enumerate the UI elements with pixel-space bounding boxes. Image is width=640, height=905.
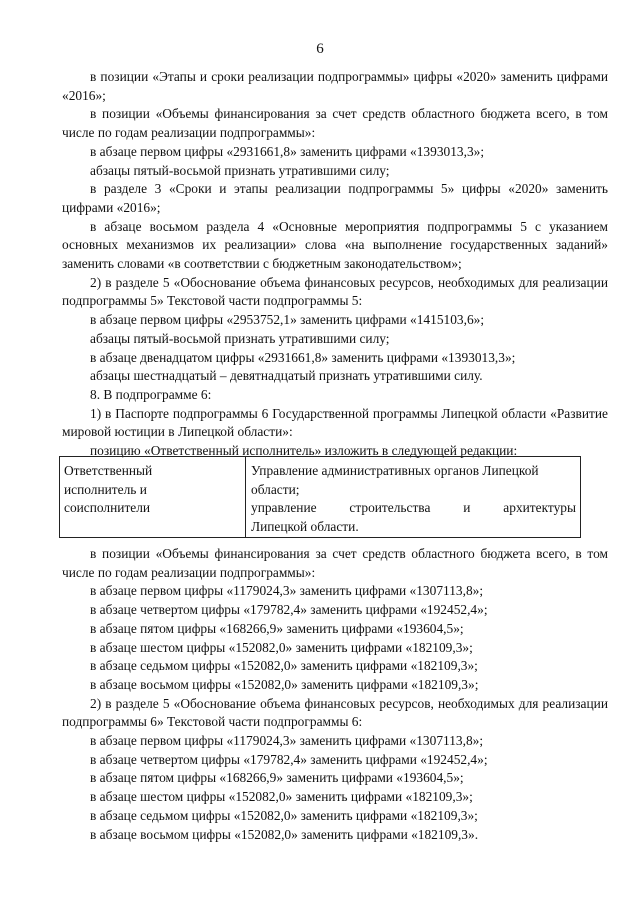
paragraph: 2) в разделе 5 «Обоснование объема финансовых ресурсов, необходимых для реализации подпрограммы 6» Текстовой части подпрограммы 6: [62,695,608,730]
paragraph: в абзаце четвертом цифры «179782,4» заменить цифрами «192452,4»; [90,751,488,767]
table-cell-value [246,457,580,537]
page-number: 6 [316,41,324,57]
table-cell-line: области; [251,481,300,497]
paragraph: в абзаце пятом цифры «168266,9» заменить цифрами «193604,5»; [90,620,464,636]
paragraph: абзацы пятый-восьмой признать утратившими силу; [90,162,390,178]
paragraph: в позиции «Этапы и сроки реализации подпрограммы» цифры «2020» заменить цифрами «2016»; [62,69,608,103]
paragraph: в абзаце первом цифры «1179024,3» заменить цифрами «1307113,8»; [90,733,484,749]
paragraph: абзацы шестнадцатый – девятнадцатый признать утратившими силу. [90,368,483,384]
paragraph: позицию «Ответственный исполнитель» изложить в следующей редакции: [90,443,518,459]
paragraph: в позиции «Объемы финансирования за счет средств областного бюджета всего, в том числе по годам реализации подпрограммы»: [62,546,608,580]
paragraph: в абзаце шестом цифры «152082,0» заменить цифрами «182109,3»; [90,639,473,655]
paragraph: в абзаце шестом цифры «152082,0» заменить цифрами «182109,3»; [90,789,473,805]
paragraph: в абзаце восьмом цифры «152082,0» заменить цифрами «182109,3». [90,826,479,842]
table-cell-line: соисполнители [64,500,151,516]
table-cell-line: Ответственный [64,463,153,478]
paragraph: в абзаце восьмом цифры «152082,0» заменить цифрами «182109,3»; [90,676,479,692]
paragraph: в абзаце первом цифры «2931661,8» заменить цифрами «1393013,3»; [90,143,485,159]
table-cell-label [60,457,246,537]
table-cell-line: управление строительства и архитектуры [251,500,576,516]
paragraph: в абзаце первом цифры «1179024,3» заменить цифрами «1307113,8»; [90,583,484,599]
responsible-executor-table [59,456,581,538]
paragraph: в позиции «Объемы финансирования за счет средств областного бюджета всего, в том числе по годам реализации подпрограммы»: [62,106,608,141]
paragraph: в абзаце седьмом цифры «152082,0» заменить цифрами «182109,3»; [90,658,478,674]
paragraph: 2) в разделе 5 «Обоснование объема финансовых ресурсов, необходимых для реализации подпрограммы 5» Текстовой части подпрограммы 5: [62,274,608,309]
paragraph: 1) в Паспорте подпрограммы 6 Государственной программы Липецкой области «Развитие мировой юстиции в Липецкой области»: [62,405,608,440]
paragraph: в абзаце седьмом цифры «152082,0» заменить цифрами «182109,3»; [90,807,478,823]
paragraph: в абзаце двенадцатом цифры «2931661,8» заменить цифрами «1393013,3»; [90,349,516,365]
paragraph: в абзаце первом цифры «2953752,1» заменить цифрами «1415103,6»; [90,312,485,328]
paragraph: в абзаце восьмом раздела 4 «Основные мероприятия подпрограммы 5 с указанием основных механизмов их реализации» слова «на выполнение государственных заданий» заменить словами «в соответствии с бюджетным законодательством»; [62,218,608,272]
paragraph: в абзаце четвертом цифры «179782,4» заменить цифрами «192452,4»; [90,602,488,618]
paragraph: 8. В подпрограмме 6: [90,386,212,402]
paragraph: абзацы пятый-восьмой признать утратившими силу; [90,330,390,346]
text-block-top [62,68,608,461]
text-block-bottom [62,545,608,844]
table-cell-line: Липецкой области. [251,519,359,535]
paragraph: в разделе 3 «Сроки и этапы реализации подпрограммы 5» цифры «2020» заменить цифрами «2016»; [62,181,608,215]
paragraph: в абзаце пятом цифры «168266,9» заменить цифрами «193604,5»; [90,770,464,786]
table-cell-line: исполнитель и [64,481,147,497]
table-cell-line: Управление административных органов Липецкой [251,463,539,478]
